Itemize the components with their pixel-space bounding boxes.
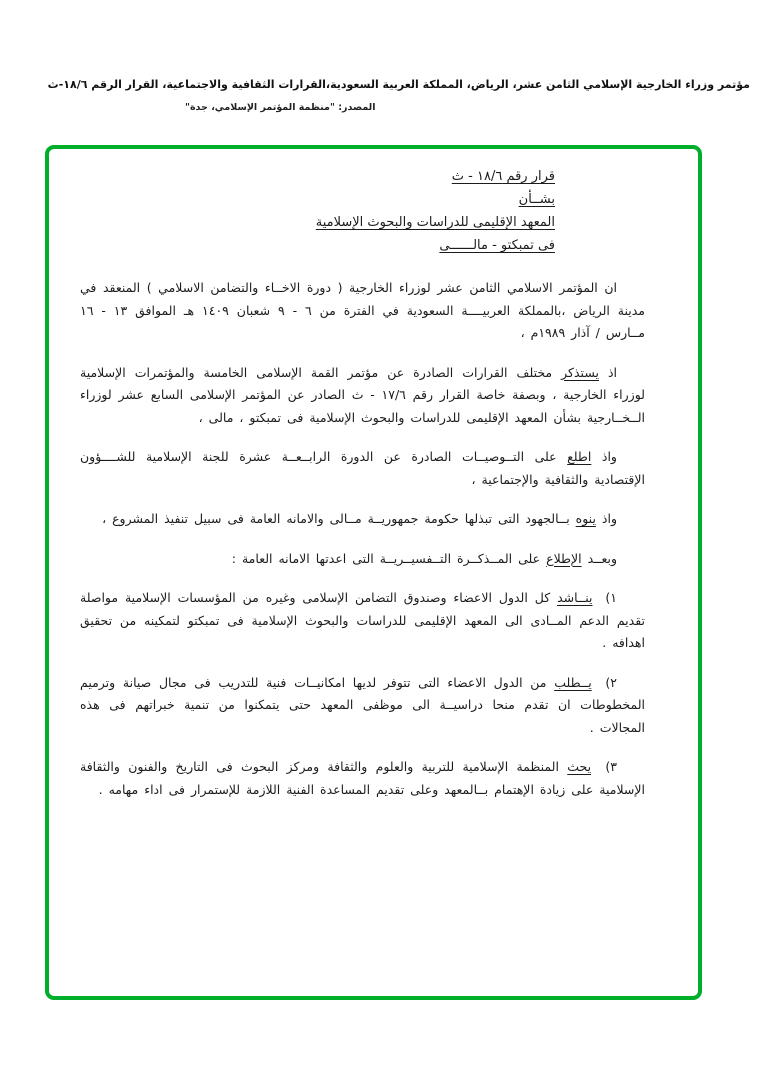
- clause-pre: وبعــد: [587, 550, 617, 566]
- clause-paragraph-noting: [80, 508, 645, 531]
- item-text: كل الدول الاعضاء وصندوق التضامن الإسلامى وغيره من المؤسسات الإسلامية مواصلة تقديم الدعم المــادى الى المعهد الإقليمى للدراسات والبحوث الإسلامية فى تمبكتو لتمكينه من تحقيق اهدافه .: [80, 590, 645, 650]
- resolution-frame: [45, 145, 702, 1000]
- resolution-subject-word: [80, 188, 555, 211]
- item-text: من الدول الاعضاء التى تتوفر لديها امكانيــات فنية للتدريب فى مجال صيانة وترميم المخطوطات ان تقدم منحا دراسيــة الى موظفى المعهد حتى يتمكنوا من تنمية خبراتهم فى هذه المجالات .: [80, 674, 645, 735]
- source-line: [185, 102, 376, 113]
- clause-verb: اطلع: [567, 449, 592, 464]
- clause-text: على التــوصيــات الصادرة عن الدورة الرابــعــة عشرة للجنة الإسلامية للشــــؤون الإقتصادية والثقافية والإجتماعية ،: [80, 449, 645, 487]
- item-verb: يحث: [567, 759, 592, 774]
- resolution-location-line: [80, 234, 555, 257]
- clause-verb: الإطلاع: [546, 550, 582, 566]
- clause-pre: واذ: [601, 511, 617, 526]
- clause-pre: واذ: [601, 449, 617, 464]
- clause-text: بــالجهود التى تبذلها حكومة جمهوريــة مــالى والامانه العامة فى سبيل تنفيذ المشروع ،: [102, 511, 570, 526]
- resolution-number-line: [80, 165, 555, 188]
- operative-item-1: [80, 587, 645, 655]
- item-verb: يــطلب: [554, 674, 592, 690]
- clause-paragraph-after-reviewing: [80, 548, 645, 571]
- resolution-subject-line-text: المعهد الإقليمى للدراسات والبحوث الإسلامية: [315, 215, 555, 230]
- clause-text: على المــذكــرة التــفسيــريــة التى اعدتها الامانه العامة :: [231, 550, 541, 566]
- item-number: ٣): [605, 759, 617, 774]
- resolution-subject-word-text: بشــأن: [518, 192, 555, 207]
- clause-text: مختلف القرارات الصادرة عن مؤتمر القمة الإسلامى الخامسة والمؤتمرات الإسلامية لوزراء الخارجية ، وبصفة خاصة القرار رقم ١٧/٦ - ث الصادر عن المؤتمر الإسلامى السابع عشر لوزراء الــخــارجية بشأن المعهد الإقليمى للدراسات والبحوث الإسلامية فى تمبكتو ، مالى ،: [80, 364, 645, 425]
- preamble-paragraph: ان المؤتمر الاسلامي الثامن عشر لوزراء الخارجية ( دورة الاخــاء والتضامن الاسلامي ) المنعقد في مدينة الرياض ،بالمملكة العربيــــة السعودية في الفترة من ٦ - ٩ شعبان ١٤٠٩ هـ الموافق ١٣ - ١٦ مــارس / آذار ١٩٨٩م ،: [80, 280, 645, 340]
- item-verb: ينــاشد: [557, 590, 593, 605]
- clause-paragraph-having-reviewed: [80, 446, 645, 491]
- operative-item-3: [80, 756, 645, 801]
- clause-verb: يستذكر: [561, 364, 599, 380]
- item-number: ١): [605, 590, 617, 605]
- operative-item-2: [80, 672, 645, 740]
- document-header-title: مؤتمر وزراء الخارجية الإسلامي الثامن عشر، الرياض، المملكة العربية السعودية،القرارات الثقافية والاجتماعية، القرار الرقم ١٨/٦-ث: [47, 78, 750, 91]
- item-number: ٢): [605, 674, 617, 690]
- clause-paragraph-recalling: [80, 362, 645, 430]
- resolution-subject-line: [80, 211, 555, 234]
- clause-pre: اذ: [607, 364, 618, 380]
- resolution-title-block: [80, 165, 555, 257]
- source-text: المصدر: "منظمة المؤتمر الإسلامي، جدة": [185, 102, 376, 113]
- item-text: المنظمة الإسلامية للتربية والعلوم والثقافة ومركز البحوث فى التاريخ والفنون والثقافة الإسلامية على زيادة الإهتمام بــالمعهد وعلى تقديم المساعدة الفنية اللازمة للإستمرار فى اداء مهامه .: [80, 759, 645, 797]
- clause-verb: ينوه: [575, 511, 596, 526]
- resolution-number-text: قرار رقم ١٨/٦ - ث: [451, 169, 555, 184]
- resolution-location-line-text: فى تمبكتو - مالــــــى: [439, 238, 555, 253]
